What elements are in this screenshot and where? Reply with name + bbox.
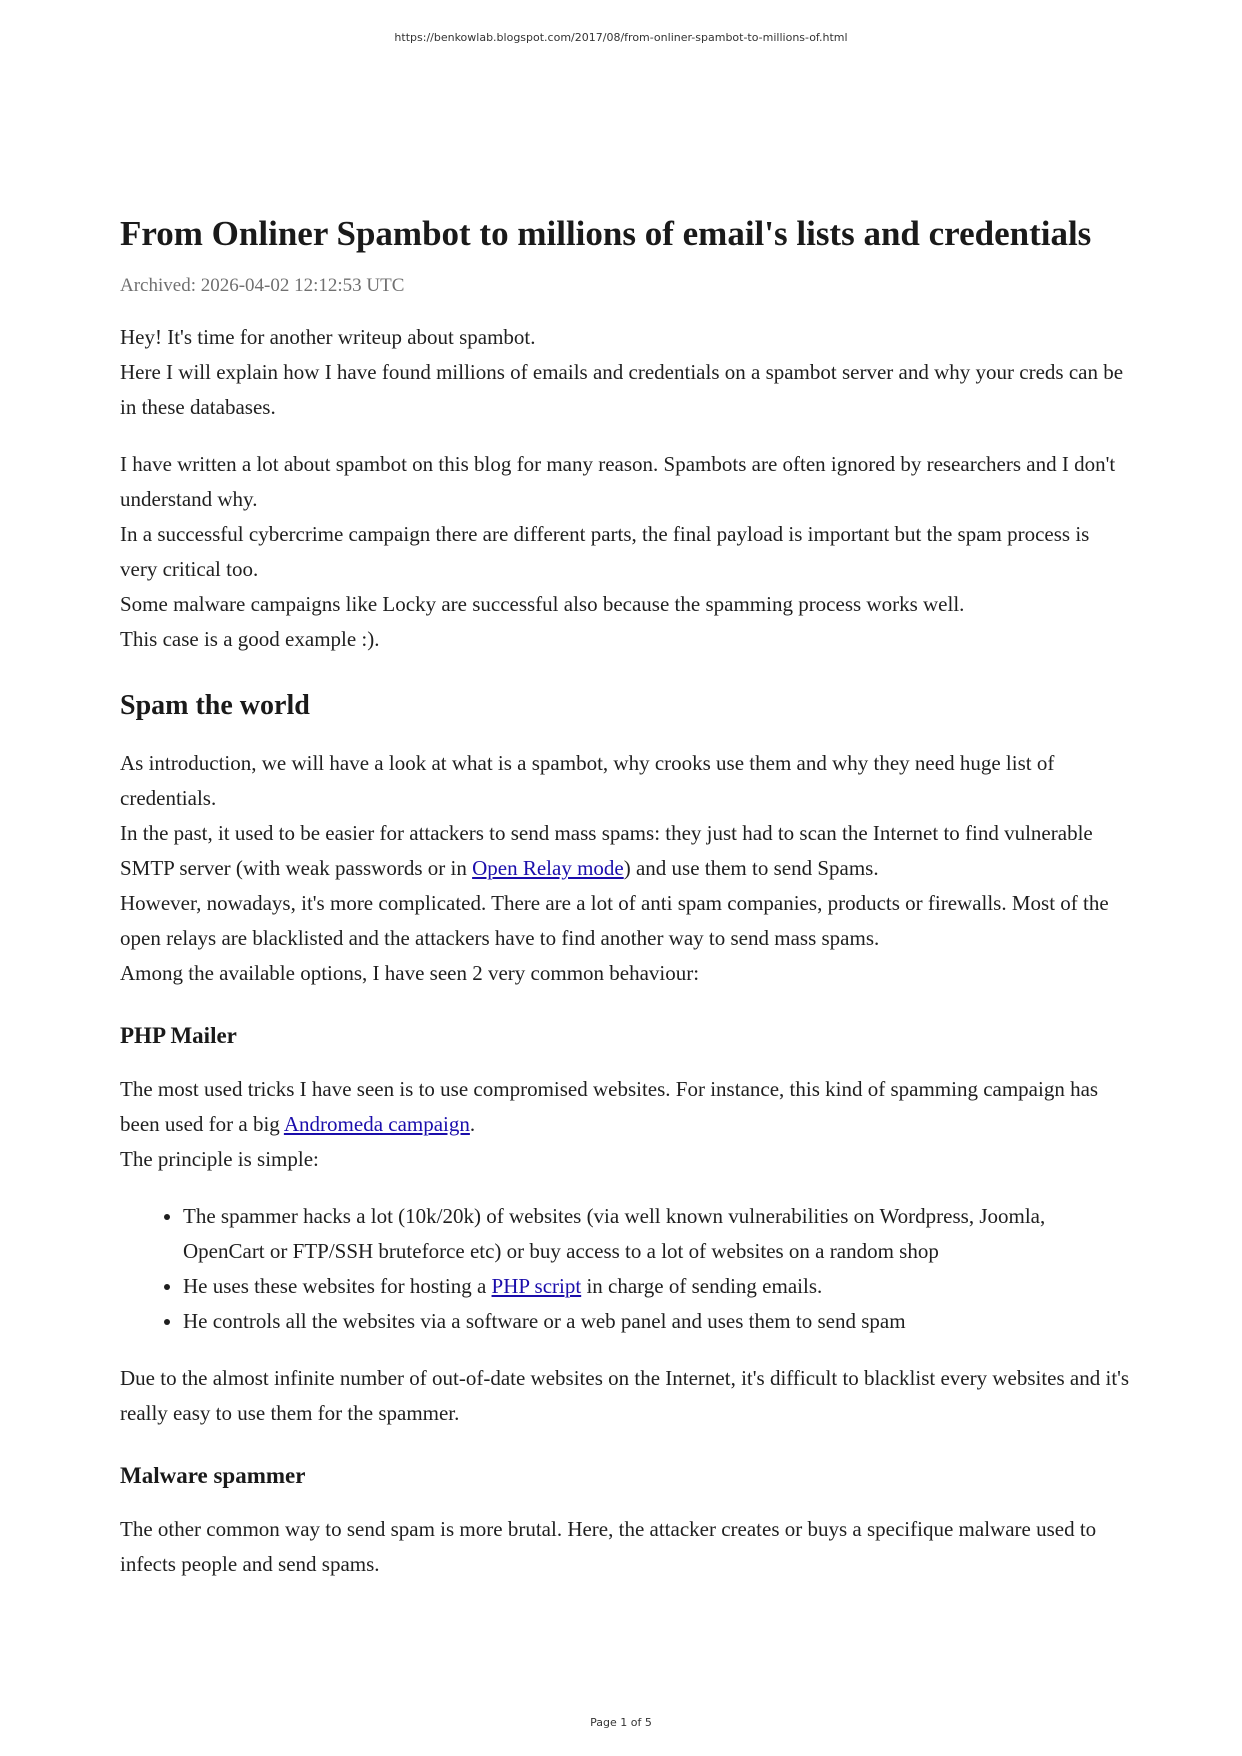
intro-line-1: Hey! It's time for another writeup about spambot. [120,325,536,349]
spam-line-1: As introduction, we will have a look at what is a spambot, why crooks use them and why they need huge list of credentials. [120,751,1055,810]
php-line-2: The principle is simple: [120,1147,319,1171]
article-title: From Onliner Spambot to millions of email's lists and credentials [120,214,1092,253]
list-item-text: He controls all the websites via a software or a web panel and uses them to send spam [183,1309,906,1333]
php-line-1-before: The most used tricks I have seen is to use compromised websites. For instance, this kind of spamming campaign has been used for a big [120,1077,1099,1136]
page-number-footer: Page 1 of 5 [590,1716,652,1729]
list-item-text-before: He uses these websites for hosting a [183,1274,492,1298]
intro-paragraph [120,320,1130,425]
php-mailer-steps-list [120,1199,1130,1339]
article-body [120,212,1130,1604]
spam-line-2-before: In the past, it used to be easier for attackers to send mass spams: they just had to scan the Internet to find vulnerable SMTP server (with weak passwords or in [120,821,1093,880]
php-line-1-after: . [469,1112,476,1136]
context-line-2: In a successful cybercrime campaign there are different parts, the final payload is important but the spam process is very critical too. [120,522,1090,581]
context-line-3: Some malware campaigns like Locky are successful also because the spamming process works well. [120,592,965,616]
list-item [183,1199,1130,1269]
context-paragraph [120,447,1130,657]
malware-spammer-paragraph: The other common way to send spam is more brutal. Here, the attacker creates or buys a specifique malware used to infects people and send spams. [120,1517,1097,1576]
archived-timestamp: Archived: 2026-04-02 12:12:53 UTC [120,275,405,296]
list-item-text-after: in charge of sending emails. [581,1274,823,1298]
page-url-header: https://benkowlab.blogspot.com/2017/08/from-onliner-spambot-to-millions-of.html [394,31,848,44]
open-relay-mode-link[interactable]: Open Relay mode [472,856,624,880]
php-mailer-conclusion: Due to the almost infinite number of out-of-date websites on the Internet, it's difficult to blacklist every websites and it's really easy to use them for the spammer. [120,1366,1130,1425]
context-line-4: This case is a good example :). [120,627,380,651]
section-heading-php-mailer: PHP Mailer [120,1023,237,1048]
section-heading-spam-the-world: Spam the world [120,690,310,721]
php-script-link[interactable]: PHP script [491,1274,582,1298]
intro-line-2: Here I will explain how I have found millions of emails and credentials on a spambot server and why your creds can be in these databases. [120,360,1124,419]
spam-line-3: However, nowadays, it's more complicated. There are a lot of anti spam companies, products or firewalls. Most of the open relays are blacklisted and the attackers have to find another way to send mass spams. [120,891,1109,950]
andromeda-campaign-link[interactable]: Andromeda campaign [283,1112,470,1136]
section-heading-malware-spammer: Malware spammer [120,1463,306,1488]
php-mailer-paragraph [120,1072,1130,1177]
list-item-text: The spammer hacks a lot (10k/20k) of websites (via well known vulnerabilities on Wordpress, Joomla, OpenCart or FTP/SSH bruteforce etc) or buy access to a lot of websites on a random shop [183,1204,1046,1263]
spam-line-4: Among the available options, I have seen 2 very common behaviour: [120,961,700,985]
context-line-1: I have written a lot about spambot on this blog for many reason. Spambots are often ignored by researchers and I don't understand why. [120,452,1116,511]
spam-intro-paragraph [120,746,1130,991]
spam-line-2-after: ) and use them to send Spams. [623,856,879,880]
list-item [183,1304,1130,1339]
list-item [183,1269,1130,1304]
